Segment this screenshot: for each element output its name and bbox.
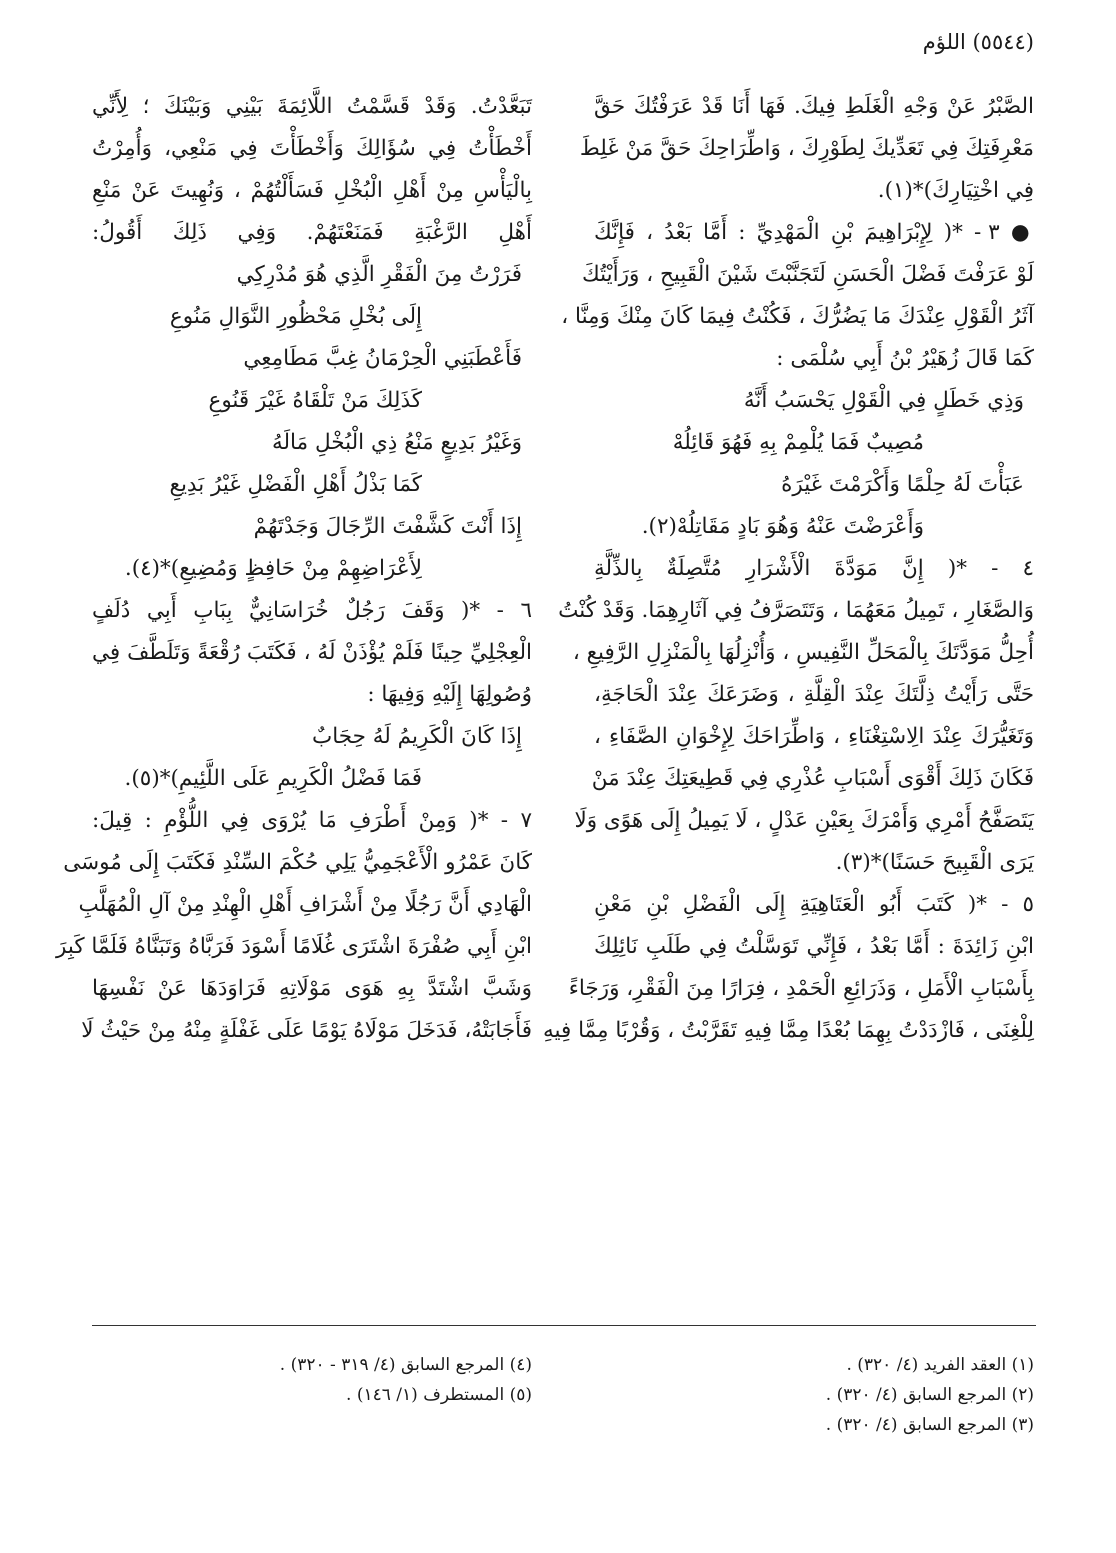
verse-line: فَأَعْطَبَنِي الْحِرْمَانُ غِبَّ مَطَامِعِي bbox=[243, 346, 522, 371]
verse-line: كَذَلِكَ مَنْ تَلْقَاهُ غَيْرَ قَنُوعِ bbox=[208, 388, 422, 413]
text-line: كَانَ عَمْرُو الْأَعْجَمِيُّ يَلِي حُكْمَ السِّنْدِ فَكَتَبَ إِلَى مُوسَى bbox=[63, 850, 532, 875]
text-line: الْهَادِي أَنَّ رَجُلًا مِنْ أَشْرَافِ أَهْلِ الْهِنْدِ مِنْ آلِ الْمُهَلَّبِ bbox=[78, 892, 532, 917]
text-line: بِالْيَأْسِ مِنْ أَهْلِ الْبُخْلِ فَسَأَلْتُهُمْ ، وَنُهِيتَ عَنْ مَنْعِ bbox=[92, 178, 532, 203]
footnote: (١) العقد الفريد (٤/ ٣٢٠) . bbox=[846, 1355, 1034, 1375]
left-column bbox=[55, 86, 532, 1316]
text-line: كَمَا قَالَ زُهَيْرُ بْنُ أَبِي سُلْمَى : bbox=[776, 346, 1034, 371]
text-line: حَتَّى رَأَيْتُ ذِلَّتَكَ عِنْدَ الْقِلَّةِ ، وَضَرَعَكَ عِنْدَ الْحَاجَةِ، bbox=[594, 682, 1034, 707]
text-line: ٤ - *( إِنَّ مَوَدَّةَ الْأَشْرَارِ مُتَّصِلَةٌ بِالذِّلَّةِ bbox=[594, 556, 1034, 581]
text-line: آثَرُ الْقَوْلِ عِنْدَكَ مَا يَضُرُّكَ ، فَكُنْتُ فِيمَا كَانَ مِنْكَ وَمِنَّا ، bbox=[561, 304, 1034, 329]
verse-line: وَغَيْرُ بَدِيعٍ مَنْعُ ذِي الْبُخْلِ مَالَهُ bbox=[271, 430, 522, 455]
text-line: لَوْ عَرَفْتَ فَضْلَ الْحَسَنِ لَتَجَنَّبْتَ شَيْنَ الْقَبِيحِ ، وَرَأَيْتُكَ bbox=[582, 262, 1034, 287]
footnote-divider bbox=[92, 1325, 1036, 1326]
page-title: (٥٥٤٤) اللؤم bbox=[922, 30, 1034, 54]
verse-line: وَأَعْرَضْتَ عَنْهُ وَهُوَ بَادٍ مَقَاتِلُهْ(٢). bbox=[641, 514, 924, 539]
footnotes-left bbox=[92, 1350, 532, 1410]
text-line: فَكَانَ ذَلِكَ أَقْوَى أَسْبَابِ عُذْرِي فِي قَطِيعَتِكَ عِنْدَ مَنْ bbox=[591, 766, 1034, 791]
text-line: أَخْطَأْتُ فِي سُؤَالِكَ وَأَخْطَأْتَ فِي مَنْعِي، وَأُمِرْتُ bbox=[92, 136, 532, 161]
text-line: يَتَصَفَّحُ أَمْرِي وَأَمْرَكَ بِعَيْنِ عَدْلٍ ، لَا يَمِيلُ إِلَى هَوًى وَلَا bbox=[574, 808, 1034, 833]
footnote: (٤) المرجع السابق (٤/ ٣١٩ - ٣٢٠) . bbox=[279, 1355, 532, 1375]
page-header bbox=[82, 22, 1034, 62]
verse-line: مُصِيبٌ فَمَا يُلْمِمْ بِهِ فَهُوَ قَائِلُهْ bbox=[672, 430, 924, 455]
text-line: وَتَغَيُّرَكَ عِنْدَ الِاسْتِغْنَاءِ ، وَاطِّرَاحَكَ لِإِخْوَانِ الصَّفَاءِ ، bbox=[594, 724, 1034, 749]
text-line: ٦ - *( وَقَفَ رَجُلٌ خُرَاسَانِيٌّ بِبَابِ أَبِي دُلَفٍ bbox=[92, 598, 532, 623]
text-line: الصَّبْرُ عَنْ وَجْهِ الْغَلَطِ فِيكَ. فَهَا أَنَا قَدْ عَرَفْتُكَ حَقَّ bbox=[594, 94, 1034, 119]
text-line: ٥ - *( كَتَبَ أَبُو الْعَتَاهِيَةِ إِلَى الْفَضْلِ بْنِ مَعْنِ bbox=[594, 892, 1034, 917]
footnote: (٢) المرجع السابق (٤/ ٣٢٠) . bbox=[825, 1385, 1034, 1405]
verse-line: لِأَعْرَاضِهِمْ مِنْ حَافِظٍ وَمُضِيعِ)*(٤). bbox=[124, 556, 422, 581]
text-line: يَرَى الْقَبِيحَ حَسَنًا)*(٣). bbox=[835, 850, 1034, 875]
verse-line: إِلَى بُخْلِ مَحْظُورِ النَّوَالِ مَنُوعِ bbox=[169, 304, 422, 329]
verse-line: إِذَا كَانَ الْكَرِيمُ لَهُ حِجَابٌ bbox=[311, 724, 522, 749]
text-line: مَعْرِفَتِكَ فِي تَعَدِّيكَ لِطَوْرِكَ ، وَاطِّرَاحِكَ حَقَّ مَنْ غَلِطَ bbox=[579, 136, 1034, 161]
text-line: ابْنِ أَبِي صُفْرَةَ اشْتَرَى غُلَامًا أَسْوَدَ فَرَبَّاهُ وَتَبَنَّاهُ فَلَمَّا كَبِرَ bbox=[55, 934, 532, 959]
text-line: أُحِلُّ مَوَدَّتَكَ بِالْمَحَلِّ النَّفِيسِ ، وَأُنْزِلُهَا بِالْمَنْزِلِ الرَّفِيعِ ، bbox=[572, 640, 1034, 665]
text-line: ٧ - *( وَمِنْ أَطْرَفِ مَا يُرْوَى فِي اللُّؤْمِ : قِيلَ: bbox=[92, 808, 532, 833]
footnote: (٥) المستطرف (١/ ١٤٦) . bbox=[346, 1385, 532, 1405]
verse-line: عَبَأْتَ لَهُ حِلْمًا وَأَكْرَمْتَ غَيْرَهُ bbox=[781, 472, 1024, 497]
text-line: فِي اخْتِيَارِكَ)*(١). bbox=[877, 178, 1034, 203]
verse-line: فَرَرْتُ مِنَ الْفَقْرِ الَّذِي هُوَ مُدْرِكِي bbox=[236, 262, 522, 287]
text-line: فَأَجَابَتْهُ، فَدَخَلَ مَوْلَاهُ يَوْمًا عَلَى غَفْلَةٍ مِنْهُ مِنْ حَيْثُ لَا bbox=[81, 1018, 532, 1043]
text-line: ● ٣ - *( لِإِبْرَاهِيمَ بْنِ الْمَهْدِيِّ : أَمَّا بَعْدُ ، فَإِنَّكَ bbox=[594, 220, 1034, 245]
text-line: أَهْلِ الرَّغْبَةِ فَمَنَعْتَهُمْ. وَفِي ذَلِكَ أَقُولُ: bbox=[92, 220, 532, 245]
text-line: وَشَبَّ اشْتَدَّ بِهِ هَوَى مَوْلَاتِهِ فَرَاوَدَهَا عَنْ نَفْسِهَا bbox=[92, 976, 532, 1001]
text-line: وَالصَّغَارِ ، تَمِيلُ مَعَهُمَا ، وَتَتَصَرَّفُ فِي آثَارِهِمَا. وَقَدْ كُنْتُ bbox=[558, 598, 1034, 623]
footnote: (٣) المرجع السابق (٤/ ٣٢٠) . bbox=[825, 1415, 1034, 1435]
verse-line: وَذِي خَطَلٍ فِي الْقَوْلِ يَحْسَبُ أَنَّهُ bbox=[743, 388, 1024, 413]
text-line: الْعِجْلِيِّ حِينًا فَلَمْ يُؤْذَنْ لَهُ ، فَكَتَبَ رُقْعَةً وَتَلَطَّفَ فِي bbox=[92, 640, 532, 665]
right-column bbox=[542, 86, 1034, 1316]
text-line: وُصُولِهَا إِلَيْهِ وَفِيهَا : bbox=[367, 682, 532, 707]
footnotes-right bbox=[594, 1350, 1034, 1440]
text-line: بِأَسْبَابِ الْأَمَلِ ، وَذَرَائِعِ الْحَمْدِ ، فِرَارًا مِنَ الْفَقْرِ، وَرَجَاءً bbox=[568, 976, 1034, 1001]
text-line: لِلْغِنَى ، فَازْدَدْتُ بِهِمَا بُعْدًا مِمَّا فِيهِ تَقَرَّبْتُ ، وَقُرْبًا مِمَّا فِيهِ bbox=[542, 1018, 1034, 1043]
text-line: تَبَعَّدْتُ. وَقَدْ قَسَّمْتُ اللَّائِمَةَ بَيْنِي وَبَيْنَكَ ؛ لِأَنِّي bbox=[92, 94, 532, 119]
verse-line: فَمَا فَضْلُ الْكَرِيمِ عَلَى اللَّئِيمِ)*(٥). bbox=[124, 766, 422, 791]
verse-line: كَمَا بَذْلُ أَهْلِ الْفَضْلِ غَيْرُ بَدِيعِ bbox=[169, 472, 422, 497]
text-line: ابْنِ زَائِدَةَ : أَمَّا بَعْدُ ، فَإِنِّي تَوَسَّلْتُ فِي طَلَبِ نَائِلِكَ bbox=[594, 934, 1034, 959]
verse-line: إِذَا أَنْتَ كَشَّفْتَ الرِّجَالَ وَجَدْتَهُمْ bbox=[253, 514, 522, 539]
